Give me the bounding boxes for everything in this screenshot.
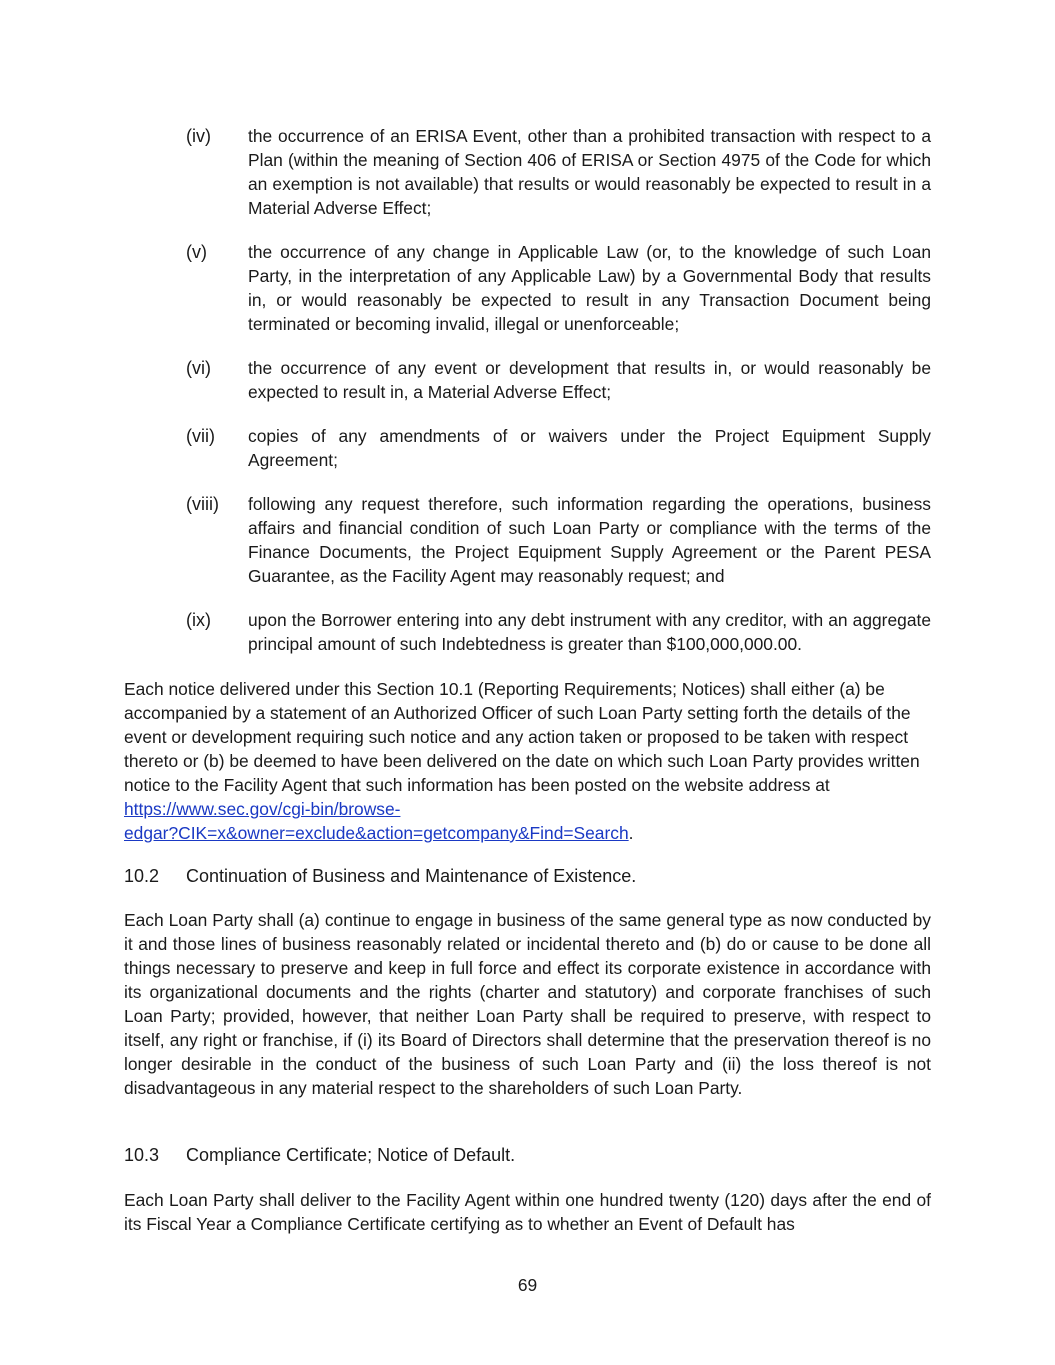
- clause-text: copies of any amendments of or waivers under the Project Equipment Supply Agreement;: [248, 426, 931, 470]
- clause-text: the occurrence of an ERISA Event, other than a prohibited transaction with respect to a Plan (within the meaning of Section 406 of ERISA or Section 4975 of the Code for which an exemption is not available) that results or would reasonably be expected to result in a Material Adverse Effect;: [248, 126, 931, 218]
- notice-paragraph: [124, 677, 931, 845]
- section-number: 10.2: [124, 866, 160, 886]
- sec-website-link[interactable]: [124, 799, 629, 843]
- clause-number: (iv): [186, 126, 211, 146]
- notice-end: .: [628, 823, 634, 843]
- clause-text: the occurrence of any change in Applicable Law (or, to the knowledge of such Loan Party, in the interpretation of any Applicable Law) by a Governmental Body that results in, or would reasonably be expected to result in any Transaction Document being terminated or becoming invalid, illegal or unenforceable;: [248, 242, 931, 334]
- page-number: 69: [517, 1275, 538, 1295]
- link-line-2: edgar?CIK=x&owner=exclude&action=getcompany&Find=Search: [124, 823, 629, 843]
- clause-number: (ix): [186, 610, 211, 630]
- section-title: Compliance Certificate; Notice of Default.: [186, 1145, 516, 1165]
- section-title: Continuation of Business and Maintenance of Existence.: [186, 866, 637, 886]
- section-10-2-body: Each Loan Party shall (a) continue to engage in business of the same general type as now conducted by it and those lines of business reasonably related or incidental thereto and (b) do or cause to be done all things necessary to preserve and keep in full force and effect its corporate existence in accordance with its organizational documents and the rights (charter and statutory) and corporate franchises of such Loan Party; provided, however, that neither Loan Party shall be required to preserve, with respect to itself, any right or franchise, if (i) its Board of Directors shall determine that the preservation thereof is no longer desirable in the conduct of the business of such Loan Party and (ii) the loss thereof is not disadvantageous in any material respect to the shareholders of such Loan Party.: [124, 910, 931, 1098]
- clause-number: (vi): [186, 358, 211, 378]
- section-10-2-heading: [124, 864, 931, 888]
- clause-number: (v): [186, 242, 207, 262]
- link-line-1: https://www.sec.gov/cgi-bin/browse-: [124, 799, 401, 819]
- clause-text: upon the Borrower entering into any debt instrument with any creditor, with an aggregate principal amount of such Indebtedness is greater than $100,000,000.00.: [248, 610, 931, 654]
- section-10-3-body: Each Loan Party shall deliver to the Facility Agent within one hundred twenty (120) days after the end of its Fiscal Year a Compliance Certificate certifying as to whether an Event of Default has: [124, 1190, 931, 1234]
- notice-text: Each notice delivered under this Section 10.1 (Reporting Requirements; Notices) shall either (a) be accompanied by a statement of an Authorized Officer of such Loan Party setting forth the details of the event or development requiring such notice and any action taken or proposed to be taken with respect thereto or (b) be deemed to have been delivered on the date on which such Loan Party provides written notice to the Facility Agent that such information has been posted on the website address at: [124, 679, 920, 795]
- section-10-3-heading: [124, 1143, 931, 1167]
- section-number: 10.3: [124, 1145, 160, 1165]
- clause-number: (vii): [186, 426, 215, 446]
- clause-number: (viii): [186, 494, 219, 514]
- clause-text: the occurrence of any event or development that results in, or would reasonably be expected to result in, a Material Adverse Effect;: [248, 358, 931, 402]
- clause-text: following any request therefore, such information regarding the operations, business affairs and financial condition of such Loan Party or compliance with the terms of the Finance Documents, the Project Equipment Supply Agreement or the Parent PESA Guarantee, as the Facility Agent may reasonably request; and: [248, 494, 931, 586]
